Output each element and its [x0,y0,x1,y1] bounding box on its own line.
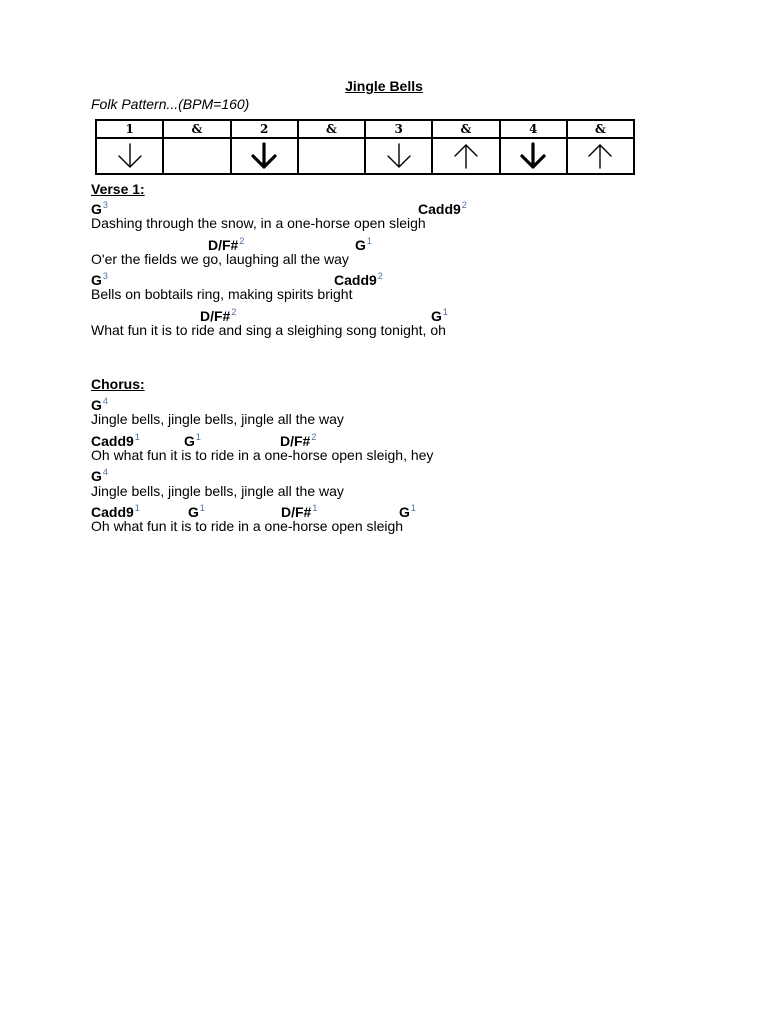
arrow-cell [365,138,432,174]
chord: D/F#$^2$ [200,307,237,324]
down-strum-arrow-icon [385,141,413,171]
arrow-cell [163,138,230,174]
up-strum-arrow-icon [452,141,480,171]
arrow-cell [96,138,163,174]
beat-cell: & [567,120,634,138]
lyric-line: Jingle bells, jingle bells, jingle all the way [91,411,344,427]
chord: $G^1$ [355,236,372,253]
strum-pattern-table [95,119,635,175]
chord: $G^4$ [91,467,108,484]
lyric-line: Dashing through the snow, in a one-horse open sleigh [91,215,426,231]
chord: $G^1$ [431,307,448,324]
chord: D/F#$^1$ [281,503,318,520]
chord: $G^1$ [184,432,201,449]
arrow-cell [567,138,634,174]
arrow-cell [500,138,567,174]
lyric-line: What fun it is to ride and sing a sleighing song tonight, oh [91,322,446,338]
beat-cell: 4 [500,120,567,138]
beat-cell: 3 [365,120,432,138]
chord: D/F#$^2$ [280,432,317,449]
lyric-line: Bells on bobtails ring, making spirits bright [91,286,353,302]
chord: D/F#$^2$ [208,236,245,253]
chord: $Cadd9^1$ [91,432,140,449]
arrow-cell [231,138,298,174]
chorus-heading: Chorus: [91,376,145,392]
lyric-line: O'er the fields we go, laughing all the way [91,251,349,267]
chord: $G^3$ [91,271,108,288]
beat-cell: & [163,120,230,138]
lyric-line: Jingle bells, jingle bells, jingle all the way [91,483,344,499]
beat-cell: 1 [96,120,163,138]
strum-pattern-subtitle: Folk Pattern...(BPM=160) [91,96,250,112]
down-strum-arrow-icon [116,141,144,171]
chord: $Cadd9^2$ [418,200,467,217]
chord: $Cadd9^2$ [334,271,383,288]
up-strum-arrow-icon [586,141,614,171]
arrow-row [96,138,634,174]
lyric-line: Oh what fun it is to ride in a one-horse open sleigh, hey [91,447,434,463]
beat-cell: 2 [231,120,298,138]
down-strum-arrow-icon [250,141,278,171]
beat-cell: & [432,120,499,138]
verse-heading: Verse 1: [91,181,145,197]
down-strum-arrow-icon [519,141,547,171]
chord: $G^3$ [91,200,108,217]
chord: $G^4$ [91,396,108,413]
beat-row [96,120,634,138]
beat-cell: & [298,120,365,138]
lyric-line: Oh what fun it is to ride in a one-horse open sleigh [91,518,404,534]
song-title: Jingle Bells [345,78,423,94]
chord: $Cadd9^1$ [91,503,140,520]
chord: $G^1$ [188,503,205,520]
chord: $G^1$ [399,503,416,520]
arrow-cell [432,138,499,174]
arrow-cell [298,138,365,174]
